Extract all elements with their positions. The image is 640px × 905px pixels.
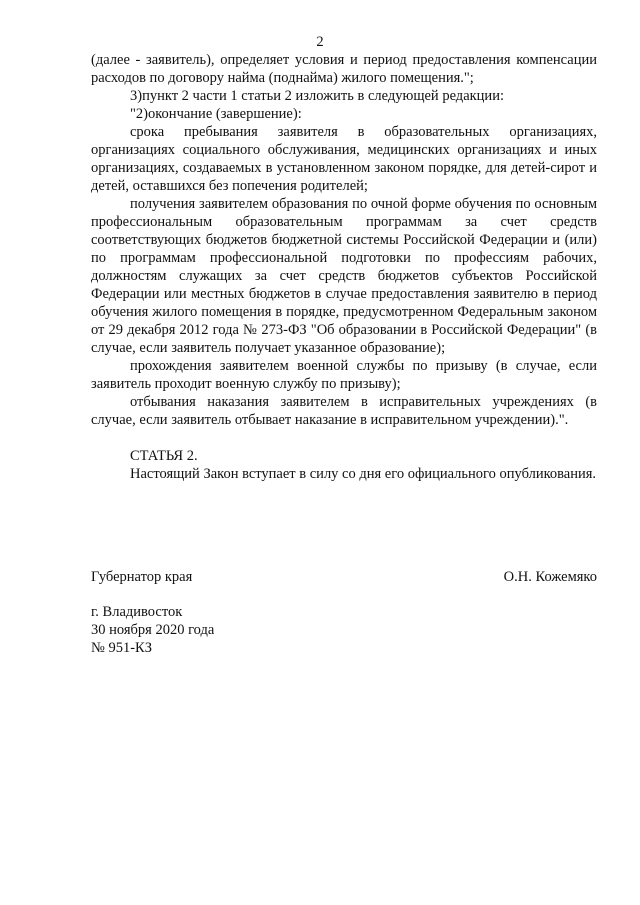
paragraph-orphan-stay: срока пребывания заявителя в образовательных организациях, организациях социального обслуживания, медицинских организациях и иных организациях, создаваемых в установленном законом порядке, для детей-сирот и детей, оставшихся без попечения родителей;: [91, 124, 597, 194]
paragraph-item-2: "2)окончание (завершение):: [130, 106, 302, 122]
paragraph-military-service: прохождения заявителем военной службы по призыву (в случае, если заявитель проходит военную службу по призыву);: [91, 358, 597, 392]
paragraph-education: получения заявителем образования по очной форме обучения по основным профессиональным образовательным программам за счет средств соответствующих бюджетов бюджетной системы Российской Федерации и (или) по программам профессиональной подготовки по профессиям рабочих, должностям служащих за счет средств бюджетов субъектов Российской Федерации или местных бюджетов в случае предоставления заявителю в период обучения жилого помещения в порядке, предусмотренном Федеральным законом от 29 декабря 2012 года № 273-ФЗ "Об образовании в Российской Федерации" (в случае, если заявитель получает указанное образование);: [91, 196, 597, 356]
article-text: Настоящий Закон вступает в силу со дня его официального опубликования.: [130, 466, 597, 482]
law-body: [91, 51, 597, 483]
place-date-block: [91, 603, 214, 657]
paragraph-continuation: (далее - заявитель), определяет условия и период предоставления компенсации расходов по договору найма (поднайма) жилого помещения.";: [91, 52, 597, 86]
signature-row: [91, 568, 597, 586]
signatory-name: О.Н. Кожемяко: [503, 569, 597, 585]
paragraph-punishment: отбывания наказания заявителем в исправительных учреждениях (в случае, если заявитель отбывает наказание в исправительном учреждении).".: [91, 394, 597, 428]
signatory-position: Губернатор края: [91, 569, 193, 585]
place-city: г. Владивосток: [91, 604, 183, 620]
signing-date: 30 ноября 2020 года: [91, 622, 215, 638]
law-number: № 951-КЗ: [91, 640, 152, 656]
article-heading: СТАТЬЯ 2.: [130, 448, 198, 464]
paragraph-amendment-3: 3)пункт 2 части 1 статьи 2 изложить в следующей редакции:: [130, 88, 504, 104]
page-number: 2: [316, 34, 324, 50]
